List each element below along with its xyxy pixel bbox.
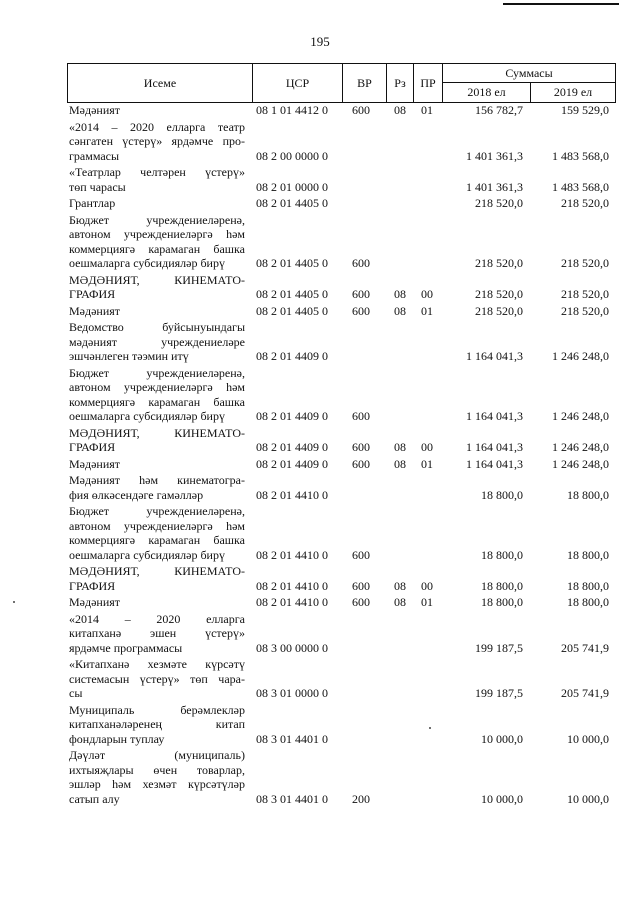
row-y2019: 218 520,0 xyxy=(561,287,609,301)
row-csr: 08 3 01 4401 0 xyxy=(256,731,328,746)
row-name-line: Ведомство буйсынуындагы xyxy=(69,320,245,334)
row-csr: 08 2 01 4405 0 xyxy=(256,196,328,210)
row-csr: 08 3 00 0000 0 xyxy=(256,640,328,655)
row-y2019: 1 246 248,0 xyxy=(552,349,609,363)
row-pr: 01 xyxy=(421,456,433,471)
table-row xyxy=(67,504,616,564)
row-y2019: 205 741,9 xyxy=(561,640,609,655)
row-csr: 08 2 01 0000 0 xyxy=(256,179,328,194)
row-name-line: коммерциягә карамаган башка xyxy=(69,241,245,256)
table-row xyxy=(67,657,616,703)
row-y2018: 218 520,0 xyxy=(475,196,523,210)
row-y2019: 18 800,0 xyxy=(567,595,609,609)
top-rule xyxy=(503,3,619,5)
table-row xyxy=(67,426,616,457)
row-name-line: Мәдәният һәм кинематогра- xyxy=(69,473,245,487)
row-name xyxy=(69,165,245,194)
row-name xyxy=(69,748,245,806)
row-name-line: оешмаларга субсидияләр бирү xyxy=(69,256,225,270)
row-y2018: 1 164 041,3 xyxy=(466,440,523,454)
row-name-line: ихтыяҗлары өчен товарлар, xyxy=(69,762,245,777)
row-name-line: оешмаларга субсидияләр бирү xyxy=(69,547,225,562)
header-name: Исеме xyxy=(68,64,253,102)
row-y2018: 199 187,5 xyxy=(475,640,523,655)
row-rz: 08 xyxy=(394,287,406,301)
row-name xyxy=(69,564,245,593)
row-y2018: 1 164 041,3 xyxy=(466,456,523,471)
row-csr: 08 2 01 4405 0 xyxy=(256,287,328,301)
row-y2018: 199 187,5 xyxy=(475,686,523,700)
table-row xyxy=(67,320,616,366)
row-name-line: Муниципаль берәмлекләр xyxy=(69,702,245,717)
row-name-line: МӘДӘНИЯТ, КИНЕМАТО- xyxy=(69,272,245,287)
row-rz: 08 xyxy=(394,303,406,318)
row-y2019: 218 520,0 xyxy=(561,303,609,318)
row-name-line: сәнгатен үстерү» ярдәмче про- xyxy=(69,134,245,148)
row-pr: 00 xyxy=(421,578,433,593)
row-name-line: фондларын туплау xyxy=(69,731,165,746)
row-y2018: 10 000,0 xyxy=(481,731,523,746)
row-name xyxy=(69,366,245,424)
row-name-line: Мәдәният xyxy=(69,303,121,318)
row-rz: 08 xyxy=(394,595,406,609)
row-y2018: 18 800,0 xyxy=(481,595,523,609)
row-name-line: ярдәмче программасы xyxy=(69,640,183,655)
row-y2018: 218 520,0 xyxy=(475,287,523,301)
scan-speck xyxy=(429,727,431,729)
header-sum: Суммасы xyxy=(443,64,615,83)
scan-speck xyxy=(13,601,15,603)
row-name-line: системасын үстерү» төп чара- xyxy=(69,671,245,686)
row-name xyxy=(69,595,245,610)
table-row xyxy=(67,703,616,749)
row-y2019: 1 246 248,0 xyxy=(552,409,609,423)
row-y2019: 1 483 568,0 xyxy=(552,148,609,163)
row-csr: 08 2 01 4405 0 xyxy=(256,256,328,270)
row-y2018: 18 800,0 xyxy=(481,547,523,562)
header-pr: ПР xyxy=(414,64,443,102)
row-vr: 600 xyxy=(352,256,370,270)
header-2018: 2018 ел xyxy=(443,83,531,102)
row-name-line: «2014 – 2020 елларга театр xyxy=(69,119,245,134)
row-csr: 08 2 01 4410 0 xyxy=(256,595,328,609)
row-y2019: 18 800,0 xyxy=(567,578,609,593)
row-name xyxy=(69,703,245,747)
row-vr: 600 xyxy=(352,287,370,301)
row-name-line: ГРАФИЯ xyxy=(69,578,116,593)
row-csr: 08 2 01 4409 0 xyxy=(256,349,328,363)
row-name xyxy=(69,473,245,502)
row-name-line: Грантлар xyxy=(69,196,116,210)
row-y2019: 18 800,0 xyxy=(567,547,609,562)
row-y2018: 1 401 361,3 xyxy=(466,179,523,194)
row-name xyxy=(69,213,245,271)
row-name-line: автоном учреждениеләргә һәм xyxy=(69,518,245,533)
row-pr: 01 xyxy=(421,103,433,117)
row-name-line: «2014 – 2020 елларга xyxy=(69,611,245,626)
row-name-line: ГРАФИЯ xyxy=(69,287,116,301)
row-y2019: 10 000,0 xyxy=(567,791,609,806)
row-y2018: 18 800,0 xyxy=(481,578,523,593)
row-name-line: фия өлкәсендәге гамәлләр xyxy=(69,487,204,502)
row-csr: 08 2 00 0000 0 xyxy=(256,148,328,163)
row-name-line: оешмаларга субсидияләр бирү xyxy=(69,409,225,423)
row-name-line: Бюджет учреждениеләренә, xyxy=(69,365,245,380)
row-rz: 08 xyxy=(394,578,406,593)
header-2019: 2019 ел xyxy=(553,85,593,99)
row-y2019: 218 520,0 xyxy=(561,256,609,270)
row-name xyxy=(69,504,245,562)
row-y2018: 1 164 041,3 xyxy=(466,409,523,423)
row-name-line: МӘДӘНИЯТ, КИНЕМАТО- xyxy=(69,425,245,440)
row-y2019: 1 246 248,0 xyxy=(552,440,609,454)
row-name xyxy=(69,273,245,302)
row-y2019: 1 246 248,0 xyxy=(552,456,609,471)
row-name-line: коммерциягә карамаган башка xyxy=(69,394,245,409)
row-y2018: 1 401 361,3 xyxy=(466,148,523,163)
row-name-line: «Китапханә хезмәте күрсәтү xyxy=(69,657,245,671)
row-csr: 08 2 01 4410 0 xyxy=(256,547,328,562)
row-name xyxy=(69,612,245,656)
table-row xyxy=(67,612,616,658)
row-y2019: 18 800,0 xyxy=(567,487,609,502)
row-name-line: китапханә эшен үстерү» xyxy=(69,626,245,640)
page-number: 195 xyxy=(310,34,330,49)
table-header xyxy=(67,63,616,103)
row-name xyxy=(69,457,245,472)
table-row xyxy=(67,304,616,321)
row-csr: 08 3 01 4401 0 xyxy=(256,791,328,806)
row-name-line: Бюджет учреждениеләренә, xyxy=(69,212,245,227)
table-row xyxy=(67,748,616,808)
row-name xyxy=(69,426,245,455)
header-rz: Рз xyxy=(387,64,414,102)
table-row xyxy=(67,120,616,166)
row-y2018: 156 782,7 xyxy=(475,103,523,117)
row-y2019: 205 741,9 xyxy=(561,686,609,700)
table-row xyxy=(67,595,616,612)
row-name-line: сы xyxy=(69,686,83,700)
row-vr: 200 xyxy=(352,791,370,806)
row-csr: 08 2 01 4405 0 xyxy=(256,303,328,318)
row-name xyxy=(69,320,245,364)
row-vr: 600 xyxy=(352,595,370,609)
row-name xyxy=(69,120,245,164)
row-name xyxy=(69,103,245,118)
row-vr: 600 xyxy=(352,578,370,593)
row-name-line: граммасы xyxy=(69,148,120,163)
row-name-line: Бюджет учреждениеләренә, xyxy=(69,504,245,518)
row-rz: 08 xyxy=(394,456,406,471)
row-csr: 08 1 01 4412 0 xyxy=(256,103,328,117)
row-y2018: 1 164 041,3 xyxy=(466,349,523,363)
table-row xyxy=(67,103,616,120)
row-name-line: МӘДӘНИЯТ, КИНЕМАТО- xyxy=(69,564,245,578)
row-csr: 08 2 01 4409 0 xyxy=(256,456,328,471)
row-name-line: эшчәнлеген тәэмин итү xyxy=(69,349,189,363)
row-pr: 00 xyxy=(421,440,433,454)
row-y2018: 218 520,0 xyxy=(475,303,523,318)
row-name-line: Мәдәният xyxy=(69,595,121,609)
header-vr: ВР xyxy=(343,64,387,102)
row-vr: 600 xyxy=(352,103,370,117)
row-name-line: автоном учреждениеләргә һәм xyxy=(69,227,245,241)
table-row xyxy=(67,165,616,196)
table-body xyxy=(67,103,616,808)
row-pr: 00 xyxy=(421,287,433,301)
table-row xyxy=(67,196,616,213)
table-row xyxy=(67,473,616,504)
row-name-line: сатып алу xyxy=(69,791,120,806)
row-vr: 600 xyxy=(352,409,370,423)
row-csr: 08 2 01 4409 0 xyxy=(256,440,328,454)
row-pr: 01 xyxy=(421,303,433,318)
row-csr: 08 3 01 0000 0 xyxy=(256,686,328,700)
table-row xyxy=(67,213,616,273)
row-name-line: китапханәләренең китап xyxy=(69,717,245,731)
row-csr: 08 2 01 4410 0 xyxy=(256,487,328,502)
row-name-line: эшләр һәм хезмәт күрсәтүләр xyxy=(69,777,245,791)
row-name-line: «Театрлар челтәрен үстерү» xyxy=(69,165,245,179)
row-name xyxy=(69,196,245,211)
row-y2019: 10 000,0 xyxy=(567,731,609,746)
row-vr: 600 xyxy=(352,440,370,454)
row-pr: 01 xyxy=(421,595,433,609)
row-name-line: төп чарасы xyxy=(69,179,126,194)
row-y2019: 1 483 568,0 xyxy=(552,179,609,194)
row-rz: 08 xyxy=(394,103,406,117)
row-name-line: Мәдәният xyxy=(69,103,121,117)
table-row xyxy=(67,273,616,304)
row-y2018: 18 800,0 xyxy=(481,487,523,502)
row-y2018: 10 000,0 xyxy=(481,791,523,806)
row-name-line: Дәүләт (муниципаль) xyxy=(69,748,245,762)
row-csr: 08 2 01 4409 0 xyxy=(256,409,328,423)
row-vr: 600 xyxy=(352,303,370,318)
row-csr: 08 2 01 4410 0 xyxy=(256,578,328,593)
row-name-line: Мәдәният xyxy=(69,456,121,471)
row-name-line: коммерциягә карамаган башка xyxy=(69,533,245,547)
table-row xyxy=(67,457,616,474)
row-name-line: ГРАФИЯ xyxy=(69,440,116,454)
row-vr: 600 xyxy=(352,547,370,562)
row-y2019: 159 529,0 xyxy=(561,103,609,117)
table-row xyxy=(67,564,616,595)
row-y2019: 218 520,0 xyxy=(561,196,609,210)
row-rz: 08 xyxy=(394,440,406,454)
row-name xyxy=(69,304,245,319)
header-csr: ЦСР xyxy=(253,64,343,102)
row-name-line: мәдәният учреждениеләре xyxy=(69,334,245,349)
row-name-line: автоном учреждениеләргә һәм xyxy=(69,380,245,394)
row-vr: 600 xyxy=(352,456,370,471)
row-y2018: 218 520,0 xyxy=(475,256,523,270)
row-name xyxy=(69,657,245,701)
table-row xyxy=(67,366,616,426)
